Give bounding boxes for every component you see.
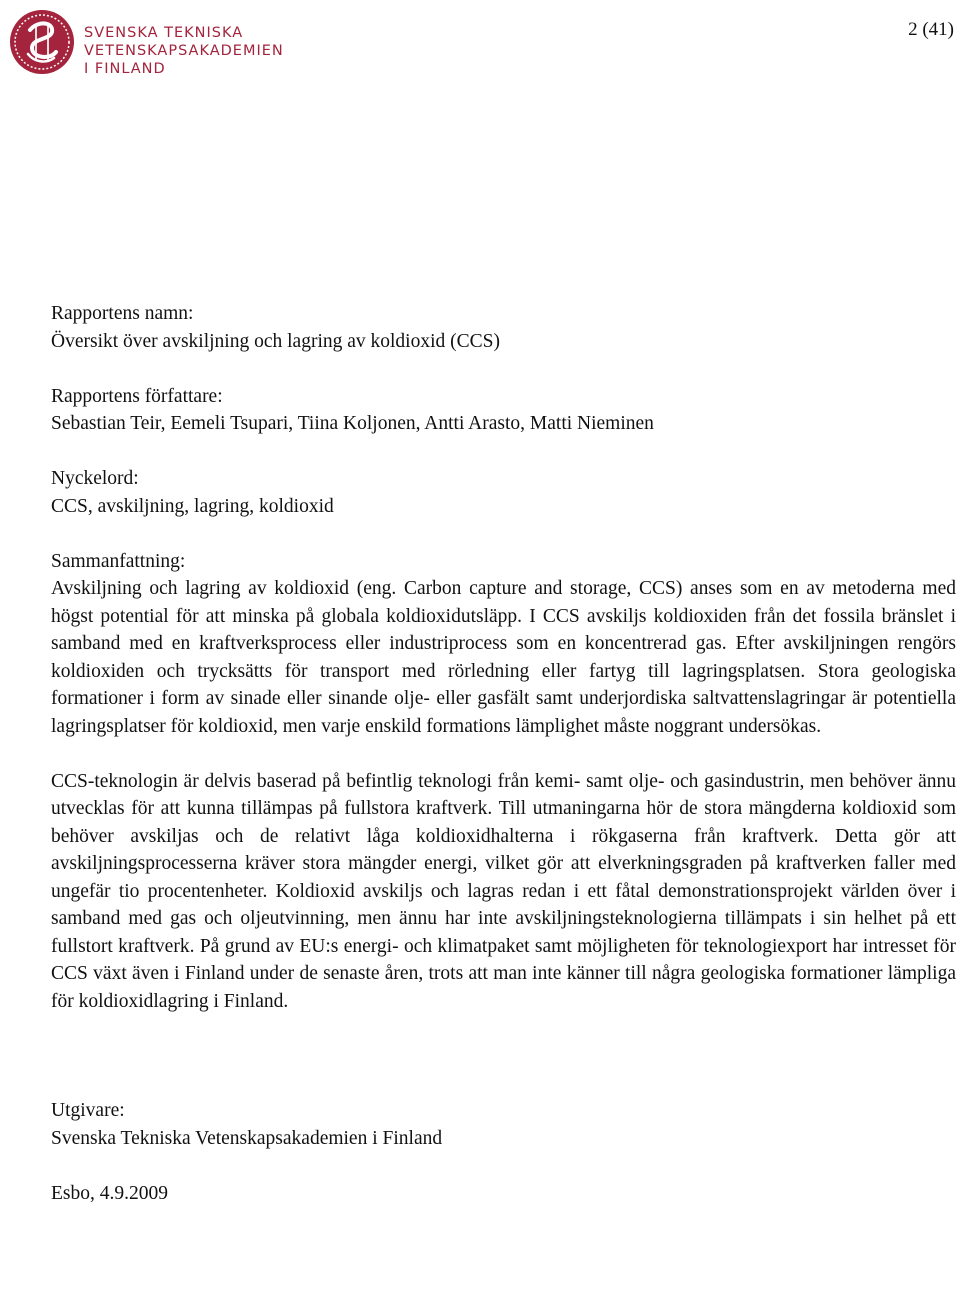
- keywords-section: [51, 465, 956, 520]
- summary-paragraph-1: Avskiljning och lagring av koldioxid (eng. Carbon capture and storage, CCS) anses som en av metoderna med högst potential för att minska på globala koldioxidutsläpp. I CCS avskiljs koldioxiden från det fossila bränslet i samband med en kraftverksprocess eller industriprocess som en koncentrerad gas. Efter avskiljningen rengörs koldioxiden och trycksätts för transport med rörledning eller fartyg till lagringsplatsen. Stora geologiska formationer i form av sinade eller sinande olje- eller gasfält samt underjordiska saltvattenslagringar är potentiella lagringsplatser för koldioxid, men varje enskild formations lämplighet måste noggrant undersökas.: [51, 578, 956, 737]
- report-authors-value: Sebastian Teir, Eemeli Tsupari, Tiina Koljonen, Antti Arasto, Matti Nieminen: [51, 413, 654, 434]
- report-authors-label: Rapportens författare:: [51, 385, 223, 407]
- keywords-label: Nyckelord:: [51, 468, 139, 489]
- report-name-value: Översikt över avskiljning och lagring av koldioxid (CCS): [51, 330, 500, 352]
- summary-label: Sammanfattning:: [51, 550, 186, 572]
- report-name-section: [51, 300, 956, 355]
- publisher-section: [51, 1097, 956, 1152]
- logo-line-3: I FINLAND: [84, 61, 166, 77]
- logo-line-2: VETENSKAPSAKADEMIEN: [84, 43, 284, 59]
- sta-monogram-emblem-icon: [8, 8, 76, 76]
- report-name-label: Rapportens namn:: [51, 303, 194, 324]
- keywords-value: CCS, avskiljning, lagring, koldioxid: [51, 495, 334, 517]
- summary-section: [51, 548, 956, 741]
- publisher-value: Svenska Tekniska Vetenskapsakademien i Finland: [51, 1127, 443, 1149]
- publisher-label: Utgivare:: [51, 1100, 125, 1121]
- page-number: 2 (41): [908, 19, 954, 40]
- place-date: Esbo, 4.9.2009: [51, 1183, 168, 1204]
- logo-line-1: SVENSKA TEKNISKA: [84, 25, 244, 41]
- logo-wordmark: [84, 24, 284, 78]
- summary-paragraph-2: CCS-teknologin är delvis baserad på befintlig teknologi från kemi- samt olje- och gasindustrin, men behöver ännu utvecklas för att kunna tillämpas på fullstora kraftverk. Till utmaningarna hör de stora mängderna koldioxid som behöver avskiljas och de relativt låga koldioxidhalterna i rökgaserna från kraftverk. Detta gör att avskiljningsprocesserna kräver stora mängder energi, vilket gör att elverkningsgraden på kraftverken faller med ungefär tio procentenheter. Koldioxid avskiljs och lagras redan i ett fåtal demonstrationsprojekt världen över i samband med gas och oljeutvinning, men ännu har inte avskiljningsteknologierna tillämpats i sin helhet på ett fullstort kraftverk. På grund av EU:s energi- och klimatpaket samt möjligheten för teknologiexport har intresset för CCS växt även i Finland under de senaste åren, trots att man inte känner till några geologiska formationer lämpliga för koldioxidlagring i Finland.: [51, 770, 956, 1012]
- report-authors-section: [51, 383, 956, 438]
- academy-logo: [8, 8, 284, 78]
- report-content: [51, 300, 956, 1208]
